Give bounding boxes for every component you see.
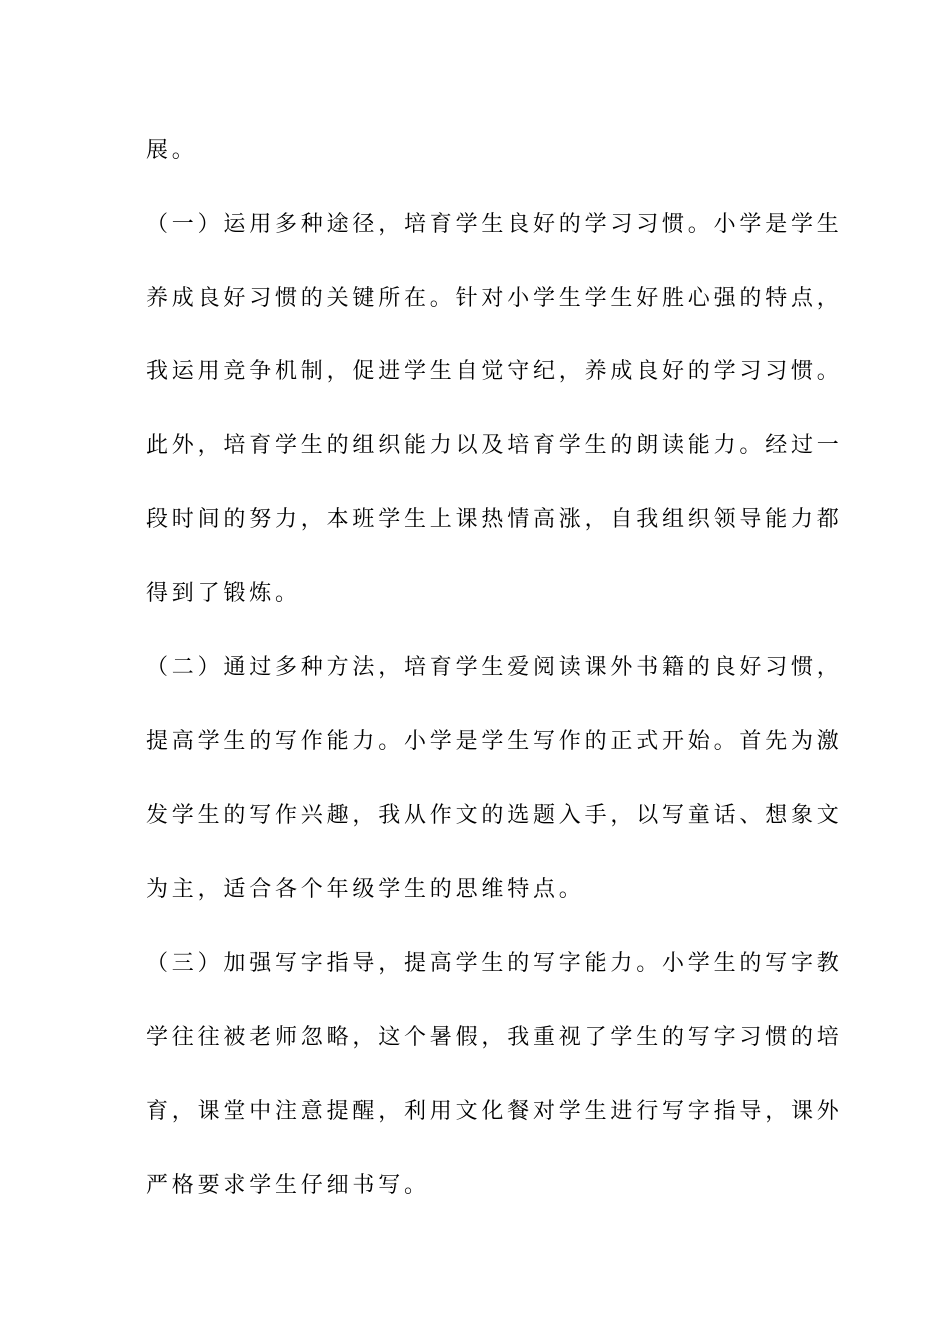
text-line: 严格要求学生仔细书写。 — [146, 1173, 430, 1198]
text-line: 养成良好习惯的关键所在。针对小学生学生好胜心强的特点， — [146, 286, 843, 311]
text-line: 我运用竞争机制，促进学生自觉守纪，养成良好的学习习惯。 — [146, 359, 843, 384]
text-line: （三）加强写字指导，提高学生的写字能力。小学生的写字教 — [146, 951, 843, 976]
text-line: （二）通过多种方法，培育学生爱阅读课外书籍的良好习惯， — [146, 655, 843, 680]
text-line: 展。 — [146, 138, 198, 163]
text-line: 育，课堂中注意提醒，利用文化餐对学生进行写字指导，课外 — [146, 1099, 843, 1124]
text-line: （一）运用多种途径，培育学生良好的学习习惯。小学是学生 — [146, 212, 843, 237]
text-line: 发学生的写作兴趣，我从作文的选题入手，以写童话、想象文 — [146, 803, 843, 828]
text-line: 提高学生的写作能力。小学是学生写作的正式开始。首先为激 — [146, 729, 843, 754]
text-line: 为主，适合各个年级学生的思维特点。 — [146, 877, 585, 902]
text-line: 此外，培育学生的组织能力以及培育学生的朗读能力。经过一 — [146, 433, 843, 458]
text-line: 段时间的努力，本班学生上课热情高涨，自我组织领导能力都 — [146, 507, 843, 532]
text-line: 得到了锻炼。 — [146, 581, 301, 606]
text-line: 学往往被老师忽略，这个暑假，我重视了学生的写字习惯的培 — [146, 1025, 843, 1050]
